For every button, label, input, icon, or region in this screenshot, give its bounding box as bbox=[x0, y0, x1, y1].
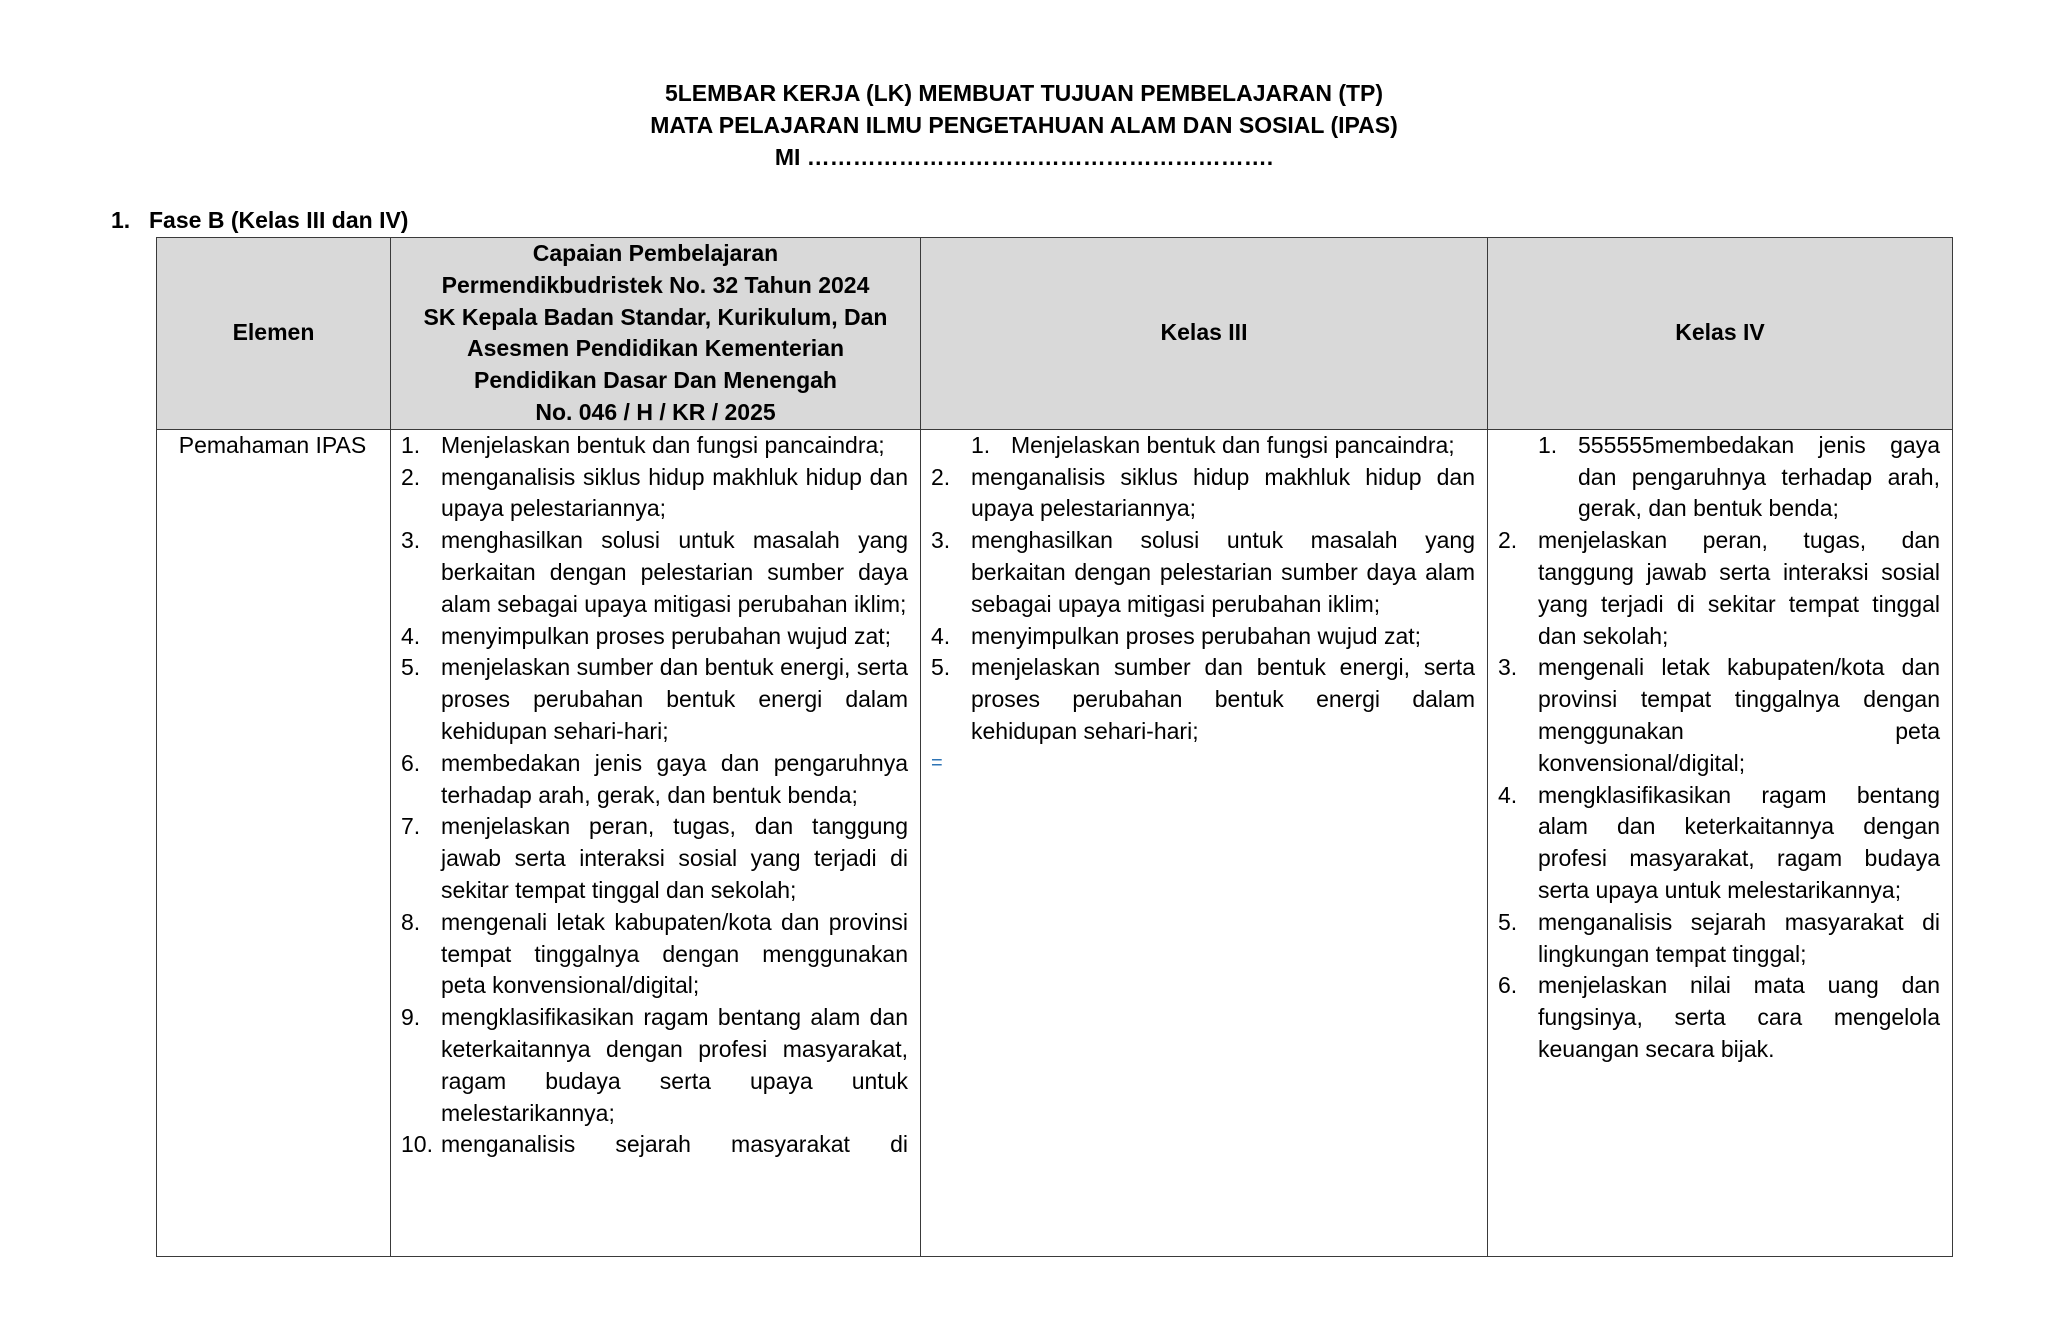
item-text: membedakan jenis gaya dan pengaruhnya terhadap arah, gerak, dan bentuk benda; bbox=[441, 749, 908, 808]
item-text: menjelaskan sumber dan bentuk energi, serta proses perubahan bentuk energi dalam kehidupan sehari-hari; bbox=[441, 654, 908, 744]
cell-kelas-4 bbox=[1488, 429, 1953, 1256]
list-item bbox=[1498, 780, 1940, 907]
document-title-line-3: MI ……………………………………………………. bbox=[774, 144, 1274, 170]
item-number: 1. bbox=[1538, 431, 1558, 458]
cell-kelas-3 bbox=[921, 429, 1488, 1256]
table-row bbox=[157, 429, 1953, 1256]
item-text: menghasilkan solusi untuk masalah yang berkaitan dengan pelestarian sumber daya alam sebagai upaya mitigasi perubahan iklim; bbox=[441, 527, 908, 617]
list-item bbox=[931, 430, 1475, 462]
item-text: menjelaskan nilai mata uang dan fungsinya, serta cara mengelola keuangan secara bijak. bbox=[1538, 972, 1940, 1062]
list-item bbox=[1498, 652, 1940, 779]
item-number: 1. bbox=[401, 431, 421, 458]
item-number: 4. bbox=[931, 622, 951, 649]
section-heading bbox=[111, 204, 408, 236]
item-number: 6. bbox=[401, 749, 421, 776]
item-text: menjelaskan peran, tugas, dan tanggung jawab serta interaksi sosial yang terjadi di sekitar tempat tinggal dan sekolah; bbox=[1538, 527, 1940, 649]
header-cp-line: Permendikbudristek No. 32 Tahun 2024 bbox=[441, 271, 870, 298]
item-text: menjelaskan peran, tugas, dan tanggung jawab serta interaksi sosial yang terjadi di sekitar tempat tinggal dan sekolah; bbox=[441, 813, 908, 903]
item-number: 10. bbox=[401, 1131, 433, 1158]
kelas-4-list bbox=[1498, 430, 1940, 1066]
learning-objectives-table bbox=[156, 237, 1953, 1257]
header-cp-line: Pendidikan Dasar Dan Menengah bbox=[474, 367, 837, 394]
item-number: 2. bbox=[1498, 527, 1518, 554]
cp-list bbox=[401, 430, 908, 1161]
list-item bbox=[401, 621, 908, 653]
item-number: 2. bbox=[931, 463, 951, 490]
item-text: mengklasifikasikan ragam bentang alam dan keterkaitannya dengan profesi masyarakat, ragam budaya serta upaya untuk melestarikannya; bbox=[1538, 781, 1940, 903]
header-cp-line: Capaian Pembelajaran bbox=[532, 240, 779, 266]
item-text: menganalisis siklus hidup makhluk hidup dan upaya pelestariannya; bbox=[971, 463, 1475, 522]
list-item bbox=[1498, 970, 1940, 1065]
list-item bbox=[931, 652, 1475, 747]
item-text: mengklasifikasikan ragam bentang alam dan keterkaitannya dengan profesi masyarakat, ragam budaya serta upaya untuk melestarikannya; bbox=[441, 1004, 908, 1126]
item-number: 2. bbox=[401, 463, 421, 490]
item-number: 4. bbox=[1498, 781, 1518, 808]
item-text: menghasilkan solusi untuk masalah yang berkaitan dengan pelestarian sumber daya alam sebagai upaya mitigasi perubahan iklim; bbox=[971, 527, 1475, 617]
item-number: 5. bbox=[931, 654, 951, 681]
item-text: Menjelaskan bentuk dan fungsi pancaindra; bbox=[1011, 431, 1455, 458]
item-text: menyimpulkan proses perubahan wujud zat; bbox=[971, 622, 1422, 649]
header-cp-line: No. 046 / H / KR / 2025 bbox=[535, 398, 776, 425]
item-text: menganalisis sejarah masyarakat di bbox=[441, 1131, 908, 1158]
list-item bbox=[401, 748, 908, 812]
item-number: 6. bbox=[1498, 972, 1518, 999]
cell-capaian-pembelajaran bbox=[391, 429, 921, 1256]
item-number: 4. bbox=[401, 622, 421, 649]
header-kelas-3: Kelas III bbox=[921, 238, 1488, 430]
list-item bbox=[401, 1129, 908, 1161]
list-item bbox=[931, 462, 1475, 526]
item-number: 9. bbox=[401, 1004, 421, 1031]
header-cp-line: Asesmen Pendidikan Kementerian bbox=[466, 335, 845, 362]
item-text: menyimpulkan proses perubahan wujud zat; bbox=[441, 622, 892, 649]
document-title-line-1: 5LEMBAR KERJA (LK) MEMBUAT TUJUAN PEMBELAJARAN (TP) bbox=[664, 80, 1384, 106]
header-elemen: Elemen bbox=[157, 238, 391, 430]
kelas-3-list bbox=[931, 430, 1475, 748]
document-title-line-2: MATA PELAJARAN ILMU PENGETAHUAN ALAM DAN SOSIAL (IPAS) bbox=[650, 112, 1398, 138]
header-capaian-pembelajaran bbox=[391, 238, 921, 430]
table-header-row bbox=[157, 238, 1953, 430]
list-item bbox=[401, 652, 908, 747]
item-text: menganalisis sejarah masyarakat di lingkungan tempat tinggal; bbox=[1538, 908, 1940, 967]
item-number: 1. bbox=[971, 431, 991, 458]
list-item bbox=[401, 907, 908, 1002]
item-number: 5. bbox=[1498, 908, 1518, 935]
paragraph-mark: = bbox=[931, 751, 943, 774]
item-text: menganalisis siklus hidup makhluk hidup dan upaya pelestariannya; bbox=[441, 463, 908, 522]
list-item bbox=[401, 811, 908, 906]
list-item bbox=[401, 462, 908, 526]
list-item bbox=[401, 430, 908, 462]
header-kelas-4: Kelas IV bbox=[1488, 238, 1953, 430]
item-text: 555555membedakan jenis gaya dan pengaruhnya terhadap arah, gerak, dan bentuk benda; bbox=[1578, 431, 1940, 522]
list-item bbox=[1498, 907, 1940, 971]
item-text: mengenali letak kabupaten/kota dan provinsi tempat tinggalnya dengan menggunakan peta konvensional/digital; bbox=[1538, 654, 1940, 776]
section-number: 1. bbox=[111, 207, 131, 233]
item-text: menjelaskan sumber dan bentuk energi, serta proses perubahan bentuk energi dalam kehidupan sehari-hari; bbox=[971, 654, 1475, 744]
item-text: Menjelaskan bentuk dan fungsi pancaindra; bbox=[441, 431, 885, 458]
item-number: 3. bbox=[1498, 654, 1518, 681]
item-number: 3. bbox=[401, 527, 421, 554]
list-item bbox=[931, 525, 1475, 620]
header-cp-line: SK Kepala Badan Standar, Kurikulum, Dan bbox=[423, 303, 888, 330]
section-title: Fase B (Kelas III dan IV) bbox=[149, 207, 409, 233]
list-item bbox=[1498, 430, 1940, 525]
item-text: mengenali letak kabupaten/kota dan provinsi tempat tinggalnya dengan menggunakan peta konvensional/digital; bbox=[441, 908, 908, 999]
list-item bbox=[931, 621, 1475, 653]
item-number: 3. bbox=[931, 527, 951, 554]
item-number: 7. bbox=[401, 813, 421, 840]
list-item bbox=[1498, 525, 1940, 652]
cell-elemen: Pemahaman IPAS bbox=[157, 429, 391, 1256]
item-number: 5. bbox=[401, 654, 421, 681]
item-number: 8. bbox=[401, 908, 421, 935]
list-item bbox=[401, 1002, 908, 1129]
list-item bbox=[401, 525, 908, 620]
